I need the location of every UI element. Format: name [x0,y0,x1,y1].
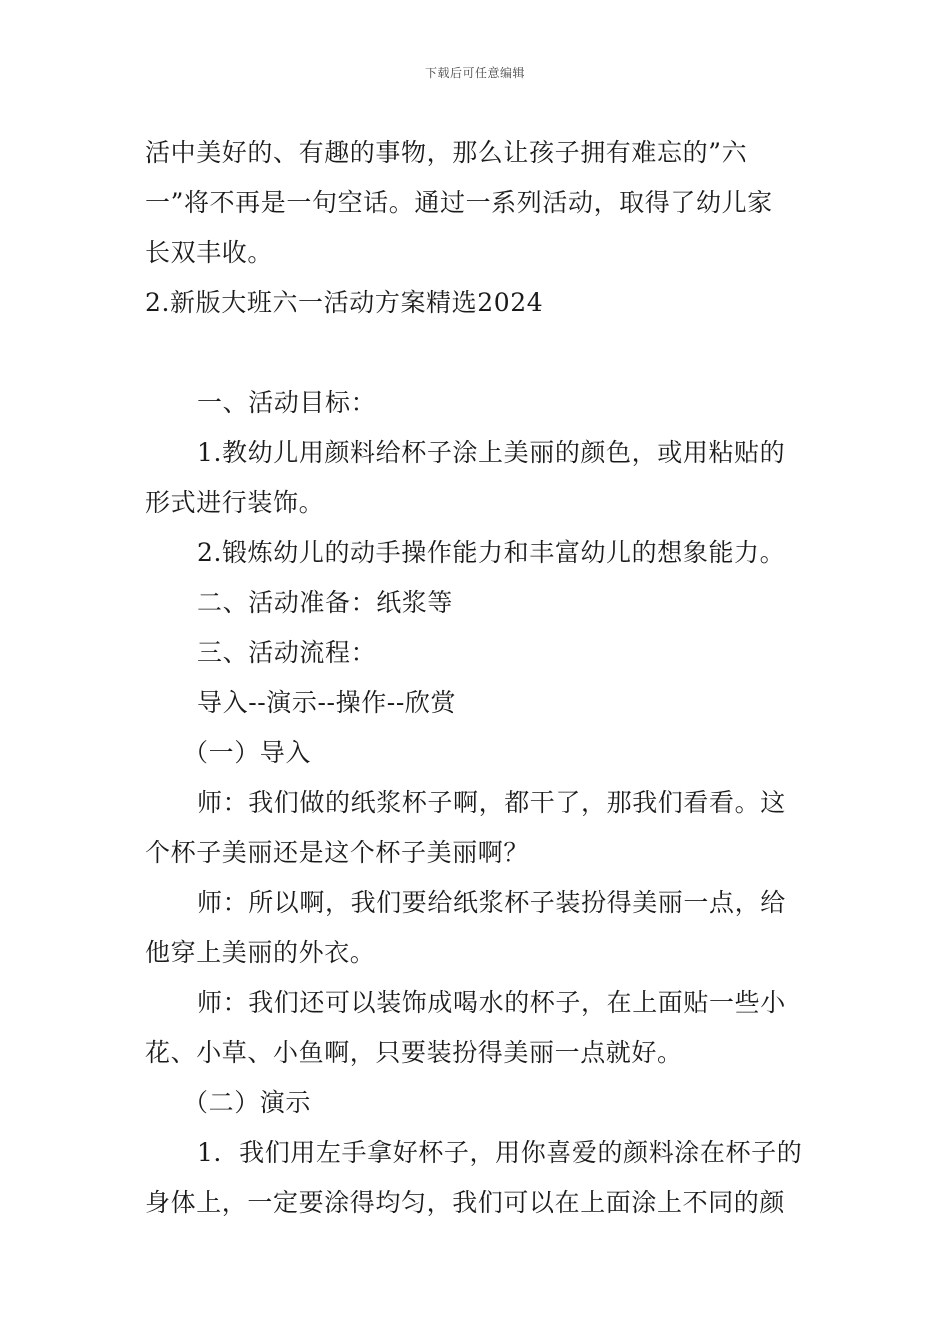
paragraph-line: 1．我们用左手拿好杯子，用你喜爱的颜料涂在杯子的 [197,1138,803,1167]
paragraph-line: 一”将不再是一句空话。通过一系列活动，取得了幼儿家 [145,188,773,217]
section-title: 2.新版大班六一活动方案精选2024 [145,288,544,317]
page-header: 下载后可任意编辑 [424,66,525,80]
paragraph-line: 形式进行装饰。 [145,488,325,517]
paragraph-line: 导入--演示--操作--欣赏 [197,688,457,717]
paragraph-line: 个杯子美丽还是这个杯子美丽啊？ [145,838,530,867]
heading-goals: 一、活动目标： [197,388,377,417]
heading-process: 三、活动流程： [197,638,377,667]
paragraph-line: 他穿上美丽的外衣。 [145,938,376,967]
paragraph-line: 师：我们还可以装饰成喝水的杯子，在上面贴一些小 [197,988,786,1017]
heading-preparation: 二、活动准备：纸浆等 [197,588,454,617]
subheading-intro: （一）导入 [183,738,312,767]
paragraph-line: 身体上，一定要涂得均匀，我们可以在上面涂上不同的颜 [145,1188,786,1217]
paragraph-line: 师：我们做的纸浆杯子啊，都干了，那我们看看。这 [197,788,786,817]
blank-line [145,328,810,378]
subheading-demo: （二）演示 [183,1088,312,1117]
paragraph-line: 花、小草、小鱼啊，只要装扮得美丽一点就好。 [145,1038,683,1067]
paragraph-line: 1.教幼儿用颜料给杯子涂上美丽的颜色，或用粘贴的 [197,438,786,467]
document-body [145,128,810,1228]
paragraph-line: 2.锻炼幼儿的动手操作能力和丰富幼儿的想象能力。 [197,538,786,567]
paragraph-line: 师：所以啊，我们要给纸浆杯子装扮得美丽一点，给 [197,888,786,917]
paragraph-line: 活中美好的、有趣的事物，那么让孩子拥有难忘的”六 [145,138,748,167]
paragraph-line: 长双丰收。 [145,238,274,267]
